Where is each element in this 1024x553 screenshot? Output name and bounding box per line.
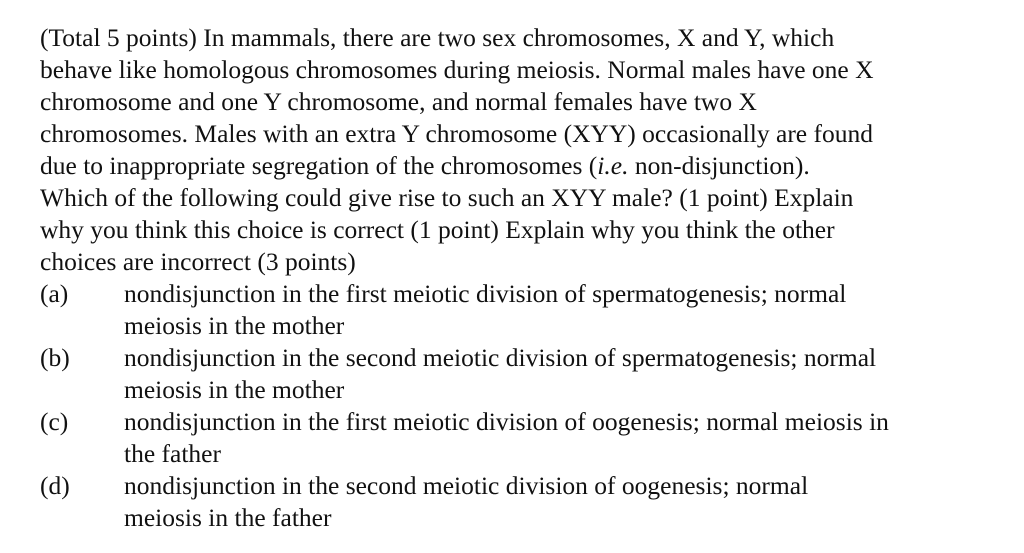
question-line: behave like homologous chromosomes during meiosis. Normal males have one X <box>40 55 874 84</box>
document <box>40 22 990 534</box>
choice-text: nondisjunction in the first meiotic division of spermatogenesis; normal <box>124 279 847 308</box>
choice-b <box>40 342 990 406</box>
choice-a <box>40 278 990 342</box>
choice-text: meiosis in the mother <box>124 375 345 404</box>
question-line: why you think this choice is correct (1 point) Explain why you think the other <box>40 215 835 244</box>
question-line: chromosomes. Males with an extra Y chromosome (XYY) occasionally are found <box>40 119 873 148</box>
question-line: choices are incorrect (3 points) <box>40 247 356 276</box>
italic-abbreviation: i.e. <box>597 151 629 180</box>
question-line: (Total 5 points) In mammals, there are two sex chromosomes, X and Y, which <box>40 23 835 52</box>
choice-text: meiosis in the father <box>124 503 332 532</box>
answer-choices <box>40 278 990 534</box>
choice-letter: (a) <box>40 279 69 308</box>
question-line: chromosome and one Y chromosome, and normal females have two X <box>40 87 757 116</box>
choice-text: nondisjunction in the first meiotic division of oogenesis; normal meiosis in <box>124 407 889 436</box>
choice-letter: (d) <box>40 471 70 500</box>
choice-text: meiosis in the mother <box>124 311 345 340</box>
question-line-tail: non-disjunction). <box>628 151 810 180</box>
choice-d <box>40 470 990 534</box>
choice-letter: (c) <box>40 407 69 436</box>
question-line: Which of the following could give rise to such an XYY male? (1 point) Explain <box>40 183 854 212</box>
question-paragraph <box>40 22 990 278</box>
question-line <box>40 150 990 182</box>
choice-text: nondisjunction in the second meiotic division of oogenesis; normal <box>124 471 809 500</box>
choice-text: the father <box>124 439 221 468</box>
choice-letter: (b) <box>40 343 70 372</box>
choice-c <box>40 406 990 470</box>
choice-text: nondisjunction in the second meiotic division of spermatogenesis; normal <box>124 343 877 372</box>
question-line-head: due to inappropriate segregation of the chromosomes ( <box>40 151 598 180</box>
